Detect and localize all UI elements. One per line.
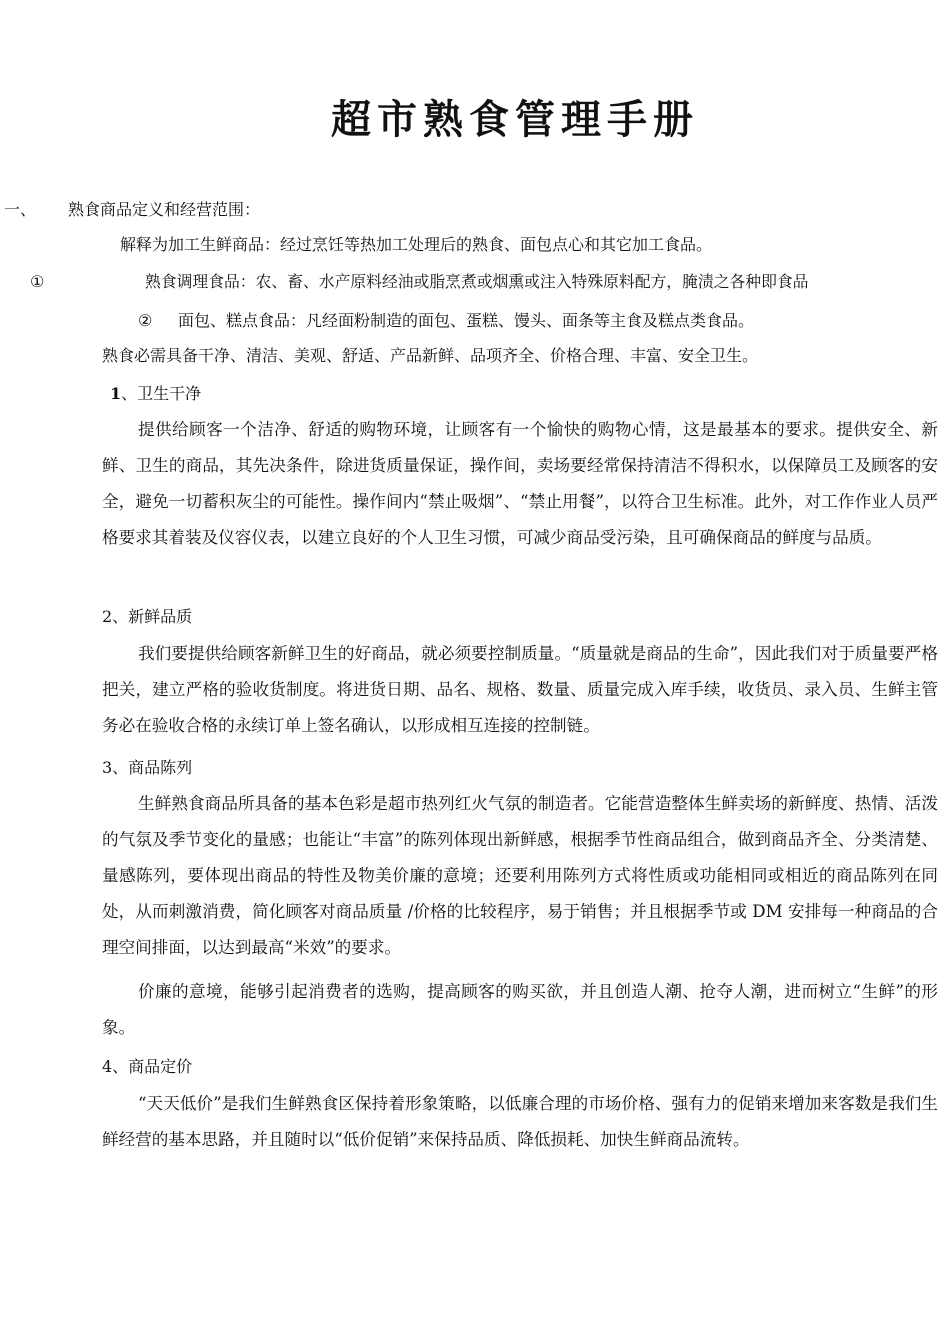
paragraph-display-2: 价廉的意境，能够引起消费者的选购，提高顾客的购买欲，并且创造人潮、抢夺人潮，进而树立“生鲜”的形象。 (102, 982, 938, 1037)
subheading-display: 3、商品陈列 (102, 758, 193, 777)
subheading-freshness: 2、新鲜品质 (102, 607, 193, 626)
item-text-1: 熟食调理食品：农、畜、水产原料经油或脂烹煮或烟熏或注入特殊原料配方，腌渍之各种即食品 (145, 272, 809, 291)
section-number: 一、 (4, 200, 37, 219)
subheading-hygiene-label: 、卫生干净 (121, 384, 202, 403)
paragraph-display-1: 生鲜熟食商品所具备的基本色彩是超市热列红火气氛的制造者。它能营造整体生鲜卖场的新鲜度、热情、活泼的气氛及季节变化的量感；也能让“丰富”的陈列体现出新鲜感，根据季节性商品组合，做到商品齐全、分类清楚、量感陈列，要体现出商品的特性及物美价廉的意境；还要利用陈列方式将性质或功能相同或相近的商品陈列在同处，从而刺激消费，简化顾客对商品质量 /价格的比较程序，易于销售；并且根据季节或 DM 安排每一种商品的合理空间排面，以达到最高“米效”的要求。 (102, 794, 938, 957)
item-marker-2: ② (138, 311, 153, 330)
paragraph-freshness: 我们要提供给顾客新鲜卫生的好商品，就必须要控制质量。“质量就是商品的生命”，因此我们对于质量要严格把关，建立严格的验收货制度。将进货日期、品名、规格、数量、质量完成入库手续，收货员、录入员、生鲜主管务必在验收合格的永续订单上签名确认，以形成相互连接的控制链。 (102, 644, 938, 735)
paragraph-pricing: “天天低价”是我们生鲜熟食区保持着形象策略，以低廉合理的市场价格、强有力的促销来增加来客数是我们生鲜经营的基本思路，并且随时以“低价促销”来保持品质、降低损耗、加快生鲜商品流转。 (102, 1094, 938, 1149)
section-heading: 熟食商品定义和经营范围： (68, 200, 261, 219)
requirements-text: 熟食必需具备干净、清洁、美观、舒适、产品新鲜、品项齐全、价格合理、丰富、安全卫生。 (102, 346, 759, 365)
document-title: 超市熟食管理手册 (331, 97, 699, 143)
item-text-2: 面包、糕点食品：凡经面粉制造的面包、蛋糕、馒头、面条等主食及糕点类食品。 (178, 311, 755, 330)
subheading-hygiene-number: 1 (110, 384, 122, 403)
subheading-pricing: 4、商品定价 (102, 1057, 193, 1076)
item-marker-1: ① (30, 272, 45, 291)
paragraph-hygiene: 提供给顾客一个洁净、舒适的购物环境，让顾客有一个愉快的购物心情，这是最基本的要求。提供安全、新鲜、卫生的商品，其先决条件，除进货质量保证，操作间，卖场要经常保持清洁不得积水，以保障员工及顾客的安全，避免一切蓄积灰尘的可能性。操作间内“禁止吸烟”、“禁止用餐”，以符合卫生标准。此外，对工作作业人员严格要求其着装及仪容仪表，以建立良好的个人卫生习惯，可减少商品受污染，且可确保商品的鲜度与品质。 (102, 420, 938, 547)
subheading-hygiene (110, 384, 201, 404)
explanation-text: 解释为加工生鲜商品：经过烹饪等热加工处理后的熟食、面包点心和其它加工食品。 (120, 235, 713, 254)
